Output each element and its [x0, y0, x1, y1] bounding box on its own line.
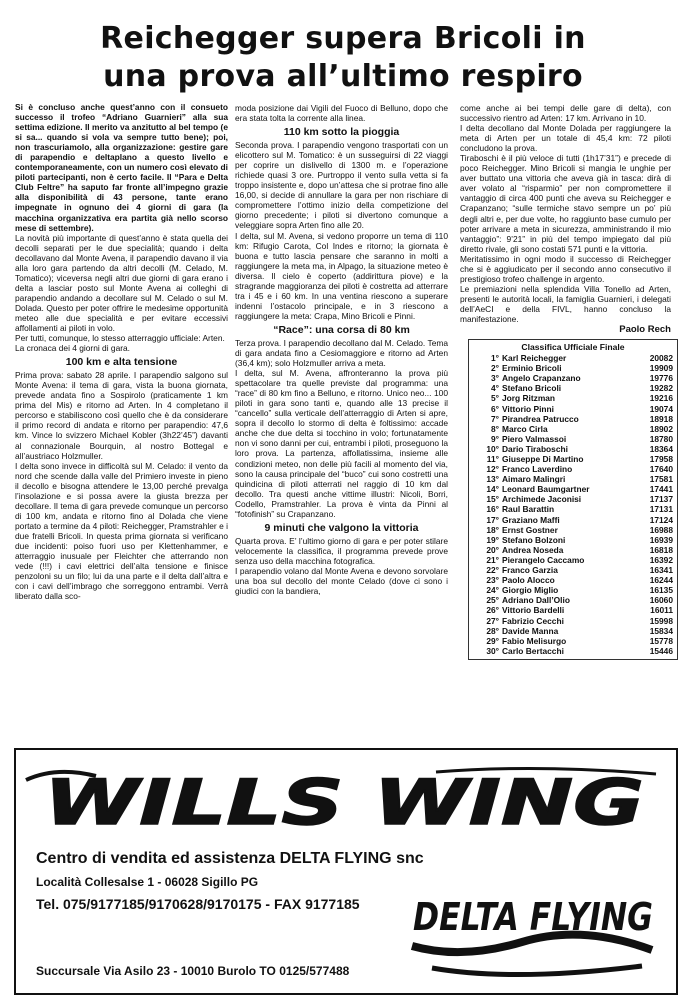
results-position: 12°: [486, 464, 499, 475]
results-row: [473, 585, 673, 595]
paragraph: Meritatissimo in ogni modo il successo di Reichegger che si è aggiudicato per il secondo anno consecutivo il prestigioso trofeo challenge in argento.: [460, 253, 671, 284]
results-row: [473, 616, 673, 626]
results-points: 16939: [649, 534, 673, 545]
results-points: 16011: [650, 605, 673, 616]
results-position: 25°: [486, 595, 499, 606]
results-row: [473, 545, 673, 555]
paragraph: I delta sono invece in difficoltà sul M. Celado: il vento da nord che scende dalla valle del Primiero investe in pieno il decollo e bisogna attendere le 13,00 perché prevalga l’insolazione e si possa avere la giusta brezza per decollare. Il tema di gara prevede comunque un percorso di 100 km, andata e ritorno fino al Dolada che viene portato a termine da 4 piloti: Reichegger, Pramstrahler e i due fratelli Bricoli. In questa prima giornata si verificano due incidenti: poiso fuori uso per Klettenhammer, e atterraggio inusuale per Fleichter che atterrando non vede (!!!) i cavi elettrici dell’alta tensione e finisce penzoloni su un filo; lui da una parte e il delta dall’altra e con i cavi dell’imbrago che sorreggono entrambi. Verrà liberato dalla sco-: [15, 460, 228, 602]
results-pilot-name: Adriano Dall’Olio: [502, 595, 570, 606]
results-row: [473, 424, 673, 434]
results-pilot-name: Paolo Alocco: [502, 575, 555, 586]
results-position: 9°: [490, 433, 499, 444]
paragraph: I parapendio volano dal Monte Avena e devono sorvolare una boa sul decollo del monte Celado (dove ci sono i giudici con la bandiera,: [235, 565, 448, 597]
results-row: [473, 555, 673, 565]
paragraph: La cronaca dei 4 giorni di gara.: [15, 343, 130, 354]
paragraph: La novità più importante di quest’anno è stata quella dei decolli separati per le due specialità; quando i delta decollavano dal Monte Avena, il parapendio davano il via alla loro gara partendo da altri decolli (M. Celado, M. Tomatico); viceversa negli altri due giorni di gara erano i delta a lasciar posto sul Monte Avena ai colleghi di parapendio andando a decollare sul M. Celado o sul M. Dolada. Questo per poter offrire le medesime opportunità meteo alle due specialità e per evitare eccessivi affollamenti ai piloti in volo.: [15, 232, 228, 334]
results-points: 17640: [649, 464, 673, 475]
article-column-3: [460, 103, 671, 660]
results-position: 19°: [486, 534, 499, 545]
paragraph: Per tutti, comunque, lo stesso atterraggio ufficiale: Arten.: [15, 333, 225, 344]
results-row: [473, 525, 673, 535]
results-pilot-name: Stefano Bolzoni: [502, 534, 566, 545]
section-heading: 100 km e alta tensione: [65, 356, 178, 369]
paragraph: Terza prova. I parapendio decollano dal M. Celado. Tema di gara andata fino a Cesiomaggiore e ritorno ad Arten (36,4 km); solo Holzmuller arriva a meta.: [235, 337, 448, 369]
results-points: 15834: [649, 625, 673, 636]
results-pilot-name: Vittorio Bardelli: [502, 605, 565, 616]
results-points: 19216: [649, 393, 673, 404]
ad-line-address: Località Collesalse 1 - 06028 Sigillo PG: [36, 875, 259, 889]
results-points: 17581: [649, 474, 673, 485]
intro-paragraph: Si è concluso anche quest’anno con il consueto successo il trofeo “Adriano Guarnieri” alla sua settima edizione. Il merito va anzitutto al bel tempo (e si sa... quando si vola va sempre tutto bene); poi, non trascuriamolo, alla organizzazione: gestire gare di parapendio e deltaplano a questo livello e contemporaneamente, con un numero così elevato di piloti partecipanti, non è certo facile. Il “Para e Delta Club Feltre” ha saputo far fronte all’impegno grazie alla disponibilità di 43 persone, tante erano impegnate in ognuno dei 4 giorni di gara (la macchina organizzativa era partita già nello scorso mese di settembre).: [15, 102, 228, 233]
results-points: 16060: [649, 595, 673, 606]
results-points: 18918: [649, 413, 673, 424]
results-position: 2°: [490, 363, 499, 374]
results-position: 24°: [486, 585, 499, 596]
results-pilot-name: Piero Valmassoi: [502, 433, 567, 444]
results-row: [473, 363, 673, 373]
results-row: [473, 393, 673, 403]
results-position: 29°: [486, 635, 499, 646]
paragraph: I delta, sul M. Avena, si vedono proporre un tema di 110 km: Rifugio Carota, Col Indes e ritorno; la giornata è buona e tutto lascia pensare che saranno in molti a raggiungere la meta ma, in Alpago, la situazione meteo è diversa. Il cielo è coperto (addirittura piove) e la stragrande maggioranza dei piloti è costretta ad atterrare tra i 45 e i 60 km. In una ventina riescono a superare indenni l’ostacolo principale, e in 3 riescono a raggiungere la meta: Crapa, Mino Bricoli e Pinni.: [235, 230, 448, 321]
results-points: 18902: [649, 423, 673, 434]
ad-line-phone: Tel. 075/9177185/9170628/9170175 - FAX 9177185: [36, 896, 360, 912]
results-row: [473, 575, 673, 585]
results-row: [473, 646, 673, 656]
results-position: 28°: [486, 625, 499, 636]
results-position: 5°: [490, 393, 499, 404]
paragraph: come anche ai bei tempi delle gare di delta), con successivo rientro ad Arten: 17 km. Arrivano in 10.: [460, 103, 671, 124]
headline-line-1: Reichegger supera Bricoli in: [100, 21, 586, 56]
results-pilot-name: Pierangelo Caccamo: [502, 554, 585, 565]
results-pilot-name: Karl Reichegger: [502, 353, 567, 364]
results-position: 21°: [486, 554, 499, 565]
results-points: 15446: [649, 645, 673, 656]
results-position: 17°: [486, 514, 499, 525]
results-row: [473, 464, 673, 474]
results-position: 26°: [486, 605, 499, 616]
results-table-body: [473, 353, 673, 656]
results-position: 23°: [486, 575, 499, 586]
results-position: 4°: [490, 383, 499, 394]
results-pilot-name: Aimaro Malingri: [502, 474, 566, 485]
paragraph: Prima prova: sabato 28 aprile. I parapendio salgono sul Monte Avena: il tema di gara, vista la buona giornata, prevede andata fino a Sospirolo (praticamente 1 km prima del Mis) e ritorno ad Arten. In 4 completano il percorso e stabiliscono così quello che è da considerare il primo record di andata e ritorno per parapendio: 47,6 km. Vince lo svizzero Michael Kobler (3h22’45”) davanti al connazionale Bourquin, al nostro Bottegal e all’austriaco Holzmuller.: [15, 370, 228, 461]
results-points: 16392: [649, 554, 673, 565]
article-column-1: [15, 102, 228, 601]
results-row: [473, 535, 673, 545]
results-pilot-name: Jorg Ritzman: [502, 393, 556, 404]
section-heading: 9 minuti che valgono la vittoria: [264, 521, 419, 534]
results-pilot-name: Stefano Bricoli: [502, 383, 562, 394]
results-pilot-name: Giorgio Miglio: [502, 585, 559, 596]
section-heading: “Race”: una corsa di 80 km: [273, 323, 410, 336]
results-points: 20082: [649, 353, 673, 364]
results-table: [468, 339, 678, 660]
paragraph: Quarta prova. E’ l’ultimo giorno di gara e per poter stilare velocemente la classifica, il programma prevede prove senza uso della macchina fotografica.: [235, 535, 448, 566]
results-pilot-name: Giuseppe Di Martino: [502, 454, 584, 465]
results-pilot-name: Angelo Crapanzano: [502, 373, 581, 384]
results-position: 7°: [490, 413, 499, 424]
wills-wing-logo: [16, 758, 672, 844]
results-points: 15778: [649, 635, 673, 646]
wills-wing-logo-text: WILLS WING: [44, 766, 644, 839]
article-headline: [0, 20, 686, 96]
results-row: [473, 595, 673, 605]
results-row: [473, 484, 673, 494]
results-row: [473, 504, 673, 514]
delta-flying-logo-text: DELTA FLYING: [413, 895, 653, 939]
paragraph: Tiraboschi è il più veloce di tutti (1h17’31”) e precede di poco Reichegger. Mino Bricoli si mangia le unghie per aver buttato una vittoria che aveva già in tasca: dirà di aver volato al “risparmio” per non compromettere il vantaggio di circa 400 punti che aveva su Reichegger e Crapanzano; “sulle termiche stavo sempre un po’ più degli altri e, per due volte, ho raggiunto base cumulo per poter arrivare a meta in sicurezza, amministrando il mio vantaggio”: 9’21” in più del tempo impiegato dal più diretto rivale, gli sono costati 571 punti e la vittoria.: [460, 153, 671, 254]
results-row: [473, 636, 673, 646]
results-row: [473, 383, 673, 393]
results-table-title: Classifica Ufficiale Finale: [521, 342, 625, 353]
results-pilot-name: Ernst Gostner: [502, 524, 558, 535]
results-row: [473, 373, 673, 383]
results-points: 16341: [649, 565, 673, 576]
advertisement-box: [14, 748, 678, 995]
results-position: 8°: [490, 423, 499, 434]
results-points: 19282: [649, 383, 673, 394]
paragraph: I delta decollano dal Monte Dolada per raggiungere la meta di Arten per un totale di 45,4 km: 72 piloti concludono la prova.: [460, 123, 671, 154]
results-points: 15998: [649, 615, 673, 626]
results-row: [473, 565, 673, 575]
section-heading: 110 km sotto la pioggia: [283, 126, 400, 139]
results-row: [473, 515, 673, 525]
results-points: 16244: [649, 575, 673, 586]
results-position: 1°: [490, 353, 499, 364]
results-pilot-name: Graziano Maffi: [502, 514, 560, 525]
results-pilot-name: Marco Cirla: [502, 423, 548, 434]
results-row: [473, 474, 673, 484]
results-position: 30°: [486, 645, 499, 656]
results-row: [473, 404, 673, 414]
results-points: 19909: [649, 363, 673, 374]
results-points: 19074: [649, 403, 673, 414]
results-row: [473, 494, 673, 504]
paragraph: Le premiazioni nella splendida Villa Tonello ad Arten, presenti le autorità locali, la famiglia Guarnieri, i delegati dell’AeCI e della FIVL, hanno concluso la manifestazione.: [460, 283, 671, 324]
results-position: 27°: [486, 615, 499, 626]
results-points: 18780: [649, 433, 673, 444]
results-row: [473, 605, 673, 615]
results-position: 10°: [486, 443, 499, 454]
results-row: [473, 434, 673, 444]
results-pilot-name: Fabio Melisurgo: [502, 635, 567, 646]
results-points: 16135: [649, 585, 673, 596]
results-pilot-name: Dario Tiraboschi: [502, 443, 568, 454]
results-position: 14°: [486, 484, 499, 495]
results-position: 6°: [490, 403, 499, 414]
results-position: 18°: [486, 524, 499, 535]
results-position: 13°: [486, 474, 499, 485]
results-points: 17137: [649, 494, 673, 505]
results-pilot-name: Davide Manna: [502, 625, 559, 636]
results-position: 11°: [486, 454, 499, 465]
results-pilot-name: Pirandrea Patrucco: [502, 413, 579, 424]
headline-line-2: una prova all’ultimo respiro: [103, 59, 583, 94]
results-points: 17441: [649, 484, 673, 495]
results-position: 15°: [486, 494, 499, 505]
results-pilot-name: Vittorio Pinni: [502, 403, 554, 414]
results-position: 3°: [490, 373, 499, 384]
results-row: [473, 444, 673, 454]
results-position: 20°: [486, 544, 499, 555]
results-points: 17131: [649, 504, 673, 515]
results-pilot-name: Archimede Jaconisi: [502, 494, 582, 505]
results-points: 16988: [649, 524, 673, 535]
results-row: [473, 454, 673, 464]
results-pilot-name: Raul Barattin: [502, 504, 555, 515]
results-points: 17958: [649, 454, 673, 465]
results-points: 18364: [649, 443, 673, 454]
delta-flying-logo: [402, 890, 664, 982]
ad-line-company: Centro di vendita ed assistenza DELTA FLYING snc: [36, 850, 424, 867]
paragraph: moda posizione dai Vigili del Fuoco di Belluno, dopo che era stata tolta la corrente alla linea.: [235, 103, 448, 124]
paragraph: I delta, sul M. Avena, affronteranno la prova più spettacolare tra quelle previste dal programma: una “race” di 80 km fino a Belluno, e ritorno. Unico neo... 100 piloti in gara sono tanti e, quando alle 13 precise il “cancello” sulla verticale dell’atterraggio di Arten si apre, sopra il decollo lo stormo di delta è foltissimo: accade anche che due delta si tocchino in volo; fortunatamente non vi sono danni per cui, entrambi i piloti, proseguono la loro prova. La partenza, affollatissima, insieme alle condizioni meteo, non delle più facili al momento del via, sono la causa principale del “buco” cui sono costretti una quindicina di piloti atterrati nel raggio di 10 km dal decollo. Tra questi anche vittime illustri: Nicoli, Borri, Codello, Pramstrahler. La prova è vinta da Pinni al “fotofinish” su Crapanzano.: [235, 368, 448, 519]
results-row: [473, 414, 673, 424]
results-pilot-name: Erminio Bricoli: [502, 363, 562, 374]
paragraph: Seconda prova. I parapendio vengono trasportati con un elicottero sul M. Tomatico: è un susseguirsi di 22 viaggi per coprire un dislivello di 1300 m. e l’operazione richiede quasi 3 ore. Purtroppo il vento sulla vetta si fa troppo insistente e, dopo un’attesa che si protrae fino alle 16,00, si decide di annullare la gara per non rischiare di compromettere l’ottimo inizio della competizione del giorno precedente; i piloti si divertono comunque a veleggiare sopra Arten fino alle 20.: [235, 140, 448, 231]
results-pilot-name: Fabrizio Cecchi: [502, 615, 564, 626]
ad-line-branch: Succursale Via Asilo 23 - 10010 Burolo TO 0125/577488: [36, 964, 350, 978]
results-pilot-name: Andrea Noseda: [502, 544, 564, 555]
results-row: [473, 626, 673, 636]
results-pilot-name: Carlo Bertacchi: [502, 645, 564, 656]
results-row: [473, 353, 673, 363]
author-byline: Paolo Rech: [619, 324, 671, 336]
article-column-2: [235, 103, 448, 596]
results-pilot-name: Leonard Baumgartner: [502, 484, 590, 495]
results-position: 22°: [486, 565, 499, 576]
results-points: 16818: [649, 544, 673, 555]
results-pilot-name: Franco Garzia: [502, 565, 558, 576]
results-pilot-name: Franco Laverdino: [502, 464, 573, 475]
results-position: 16°: [486, 504, 499, 515]
results-points: 19776: [649, 373, 673, 384]
results-points: 17124: [649, 514, 673, 525]
